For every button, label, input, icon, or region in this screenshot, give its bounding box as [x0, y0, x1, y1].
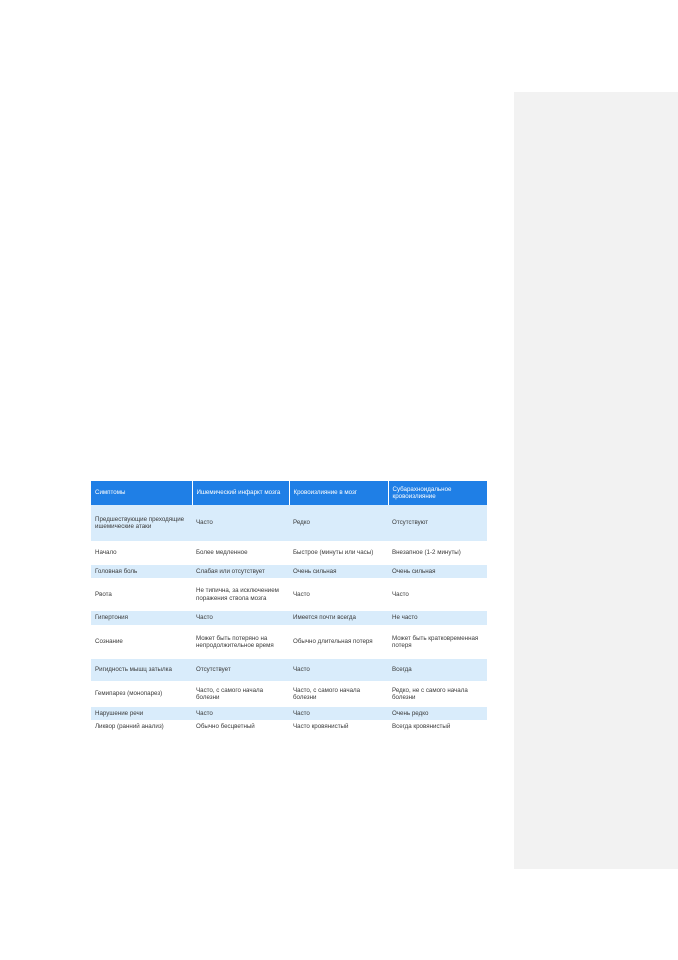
table-cell: Не часто [388, 611, 487, 625]
table-cell: Отсутствуют [388, 505, 487, 541]
table-cell: Часто [192, 505, 289, 541]
table-cell: Отсутствует [192, 659, 289, 681]
table-row [91, 625, 487, 659]
table-row [91, 707, 487, 720]
table-row [91, 578, 487, 611]
table-cell: Часто [388, 578, 487, 611]
table-row [91, 681, 487, 707]
table-cell: Часто, с самого начала болезни [192, 681, 289, 707]
table-cell: Начало [91, 541, 192, 565]
header-ischemic-infarction: Ишемический инфаркт мозга [192, 481, 289, 505]
table-cell: Нарушение речи [91, 707, 192, 720]
table-cell: Сознание [91, 625, 192, 659]
table-cell: Очень сильная [388, 565, 487, 578]
table-header-row [91, 481, 487, 505]
table-cell: Предшествующие преходящие ишемические атаки [91, 505, 192, 541]
table-row [91, 505, 487, 541]
header-brain-hemorrhage: Кровоизлияние в мозг [289, 481, 388, 505]
table-cell: Редко [289, 505, 388, 541]
table-row [91, 541, 487, 565]
table-cell: Ликвор (ранний анализ) [91, 720, 192, 734]
table-cell: Очень редко [388, 707, 487, 720]
table-row [91, 565, 487, 578]
table-cell: Может быть кратковременная потеря [388, 625, 487, 659]
table-row [91, 611, 487, 625]
table-cell: Головная боль [91, 565, 192, 578]
table-cell: Гемипарез (монопарез) [91, 681, 192, 707]
comment-margin [514, 92, 678, 869]
table-cell: Часто, с самого начала болезни [289, 681, 388, 707]
table-cell: Слабая или отсутствует [192, 565, 289, 578]
table-cell: Часто [192, 611, 289, 625]
table-cell: Редко, не с самого начала болезни [388, 681, 487, 707]
table-cell: Часто [289, 707, 388, 720]
table-cell: Более медленное [192, 541, 289, 565]
table-cell: Рвота [91, 578, 192, 611]
table-cell: Внезапное (1-2 минуты) [388, 541, 487, 565]
stroke-symptoms-table [91, 481, 487, 734]
table-cell: Быстрое (минуты или часы) [289, 541, 388, 565]
header-symptoms: Симптомы [91, 481, 192, 505]
table-cell: Обычно бесцветный [192, 720, 289, 734]
table-cell: Всегда кровянистый [388, 720, 487, 734]
table-cell: Часто кровянистый [289, 720, 388, 734]
table-cell: Часто [289, 578, 388, 611]
table-cell: Может быть потеряно на непродолжительное время [192, 625, 289, 659]
table-cell: Часто [192, 707, 289, 720]
table-row [91, 659, 487, 681]
table-row [91, 720, 487, 734]
table-cell: Не типична, за исключением поражения ствола мозга [192, 578, 289, 611]
table-cell: Всегда [388, 659, 487, 681]
table-cell: Очень сильная [289, 565, 388, 578]
table-cell: Часто [289, 659, 388, 681]
table-cell: Обычно длительная потеря [289, 625, 388, 659]
table-cell: Гипертония [91, 611, 192, 625]
table-cell: Ригидность мышц затылка [91, 659, 192, 681]
table-cell: Имеется почти всегда [289, 611, 388, 625]
header-subarachnoid-hemorrhage: Субарахноидальное кровоизлияние [388, 481, 487, 505]
